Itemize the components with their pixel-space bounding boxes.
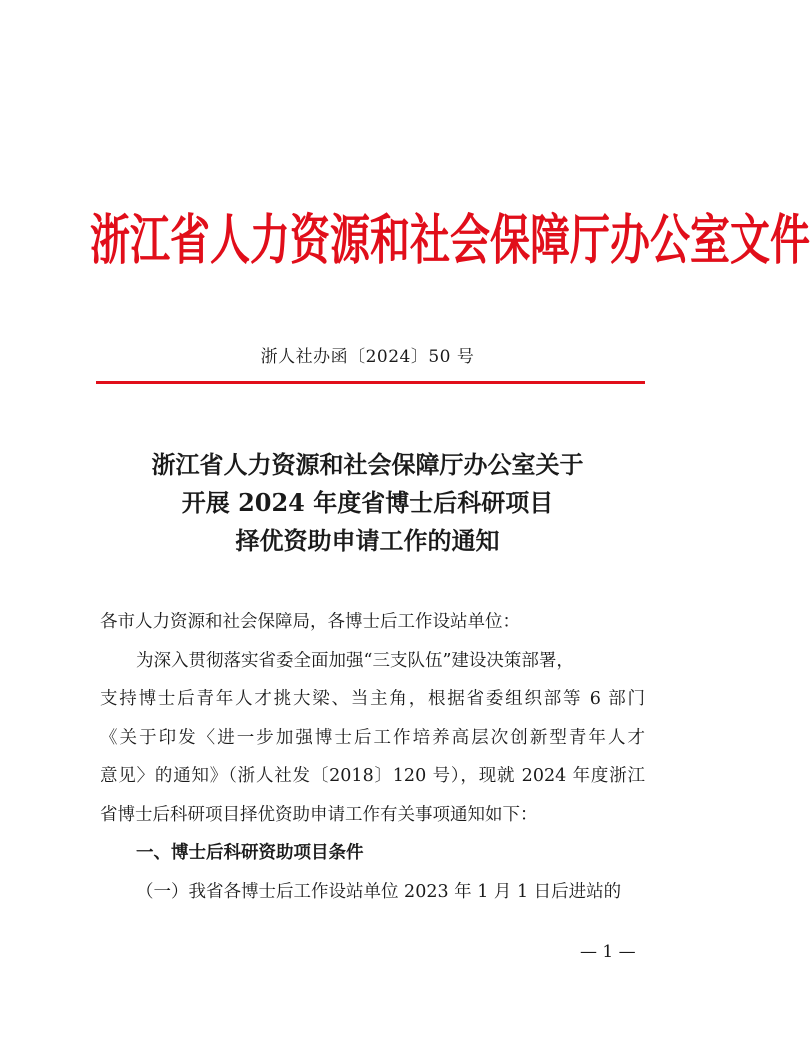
- salutation: 各市人力资源和社会保障局，各博士后工作设站单位：: [100, 612, 520, 632]
- title-line-2: 开展 2024 年度省博士后科研项目: [181, 488, 554, 517]
- notice-title: [0, 446, 735, 560]
- red-divider-rule: [96, 381, 645, 384]
- paragraph-line-3: 《关于印发〈进一步加强博士后工作培养高层次创新型青年人才: [100, 727, 645, 748]
- section-heading: 一、博士后科研资助项目条件: [136, 843, 364, 863]
- document-number: 浙人社办函〔2024〕50 号: [260, 347, 475, 367]
- paragraph-line-4: 意见〉的通知》（浙人社发〔2018〕120 号），现就 2024 年度浙江: [100, 766, 645, 786]
- paragraph-line-2: 支持博士后青年人才挑大梁、当主角，根据省委组织部等 6 部门: [100, 689, 645, 709]
- page-number: — 1 —: [580, 942, 636, 962]
- subsection-line: （一）我省各博士后工作设站单位 2023 年 1 月 1 日后进站的: [136, 881, 622, 902]
- body-text: [100, 603, 645, 911]
- title-line-3: 择优资助申请工作的通知: [235, 526, 500, 555]
- issuer-title: 浙江省人力资源和社会保障厅办公室文件: [90, 208, 810, 273]
- paragraph-line-1: 为深入贯彻落实省委全面加强“三支队伍”建设决策部署，: [136, 650, 574, 671]
- title-line-1: 浙江省人力资源和社会保障厅办公室关于: [151, 450, 584, 479]
- paragraph-line-5: 省博士后科研项目择优资助申请工作有关事项通知如下：: [100, 804, 538, 825]
